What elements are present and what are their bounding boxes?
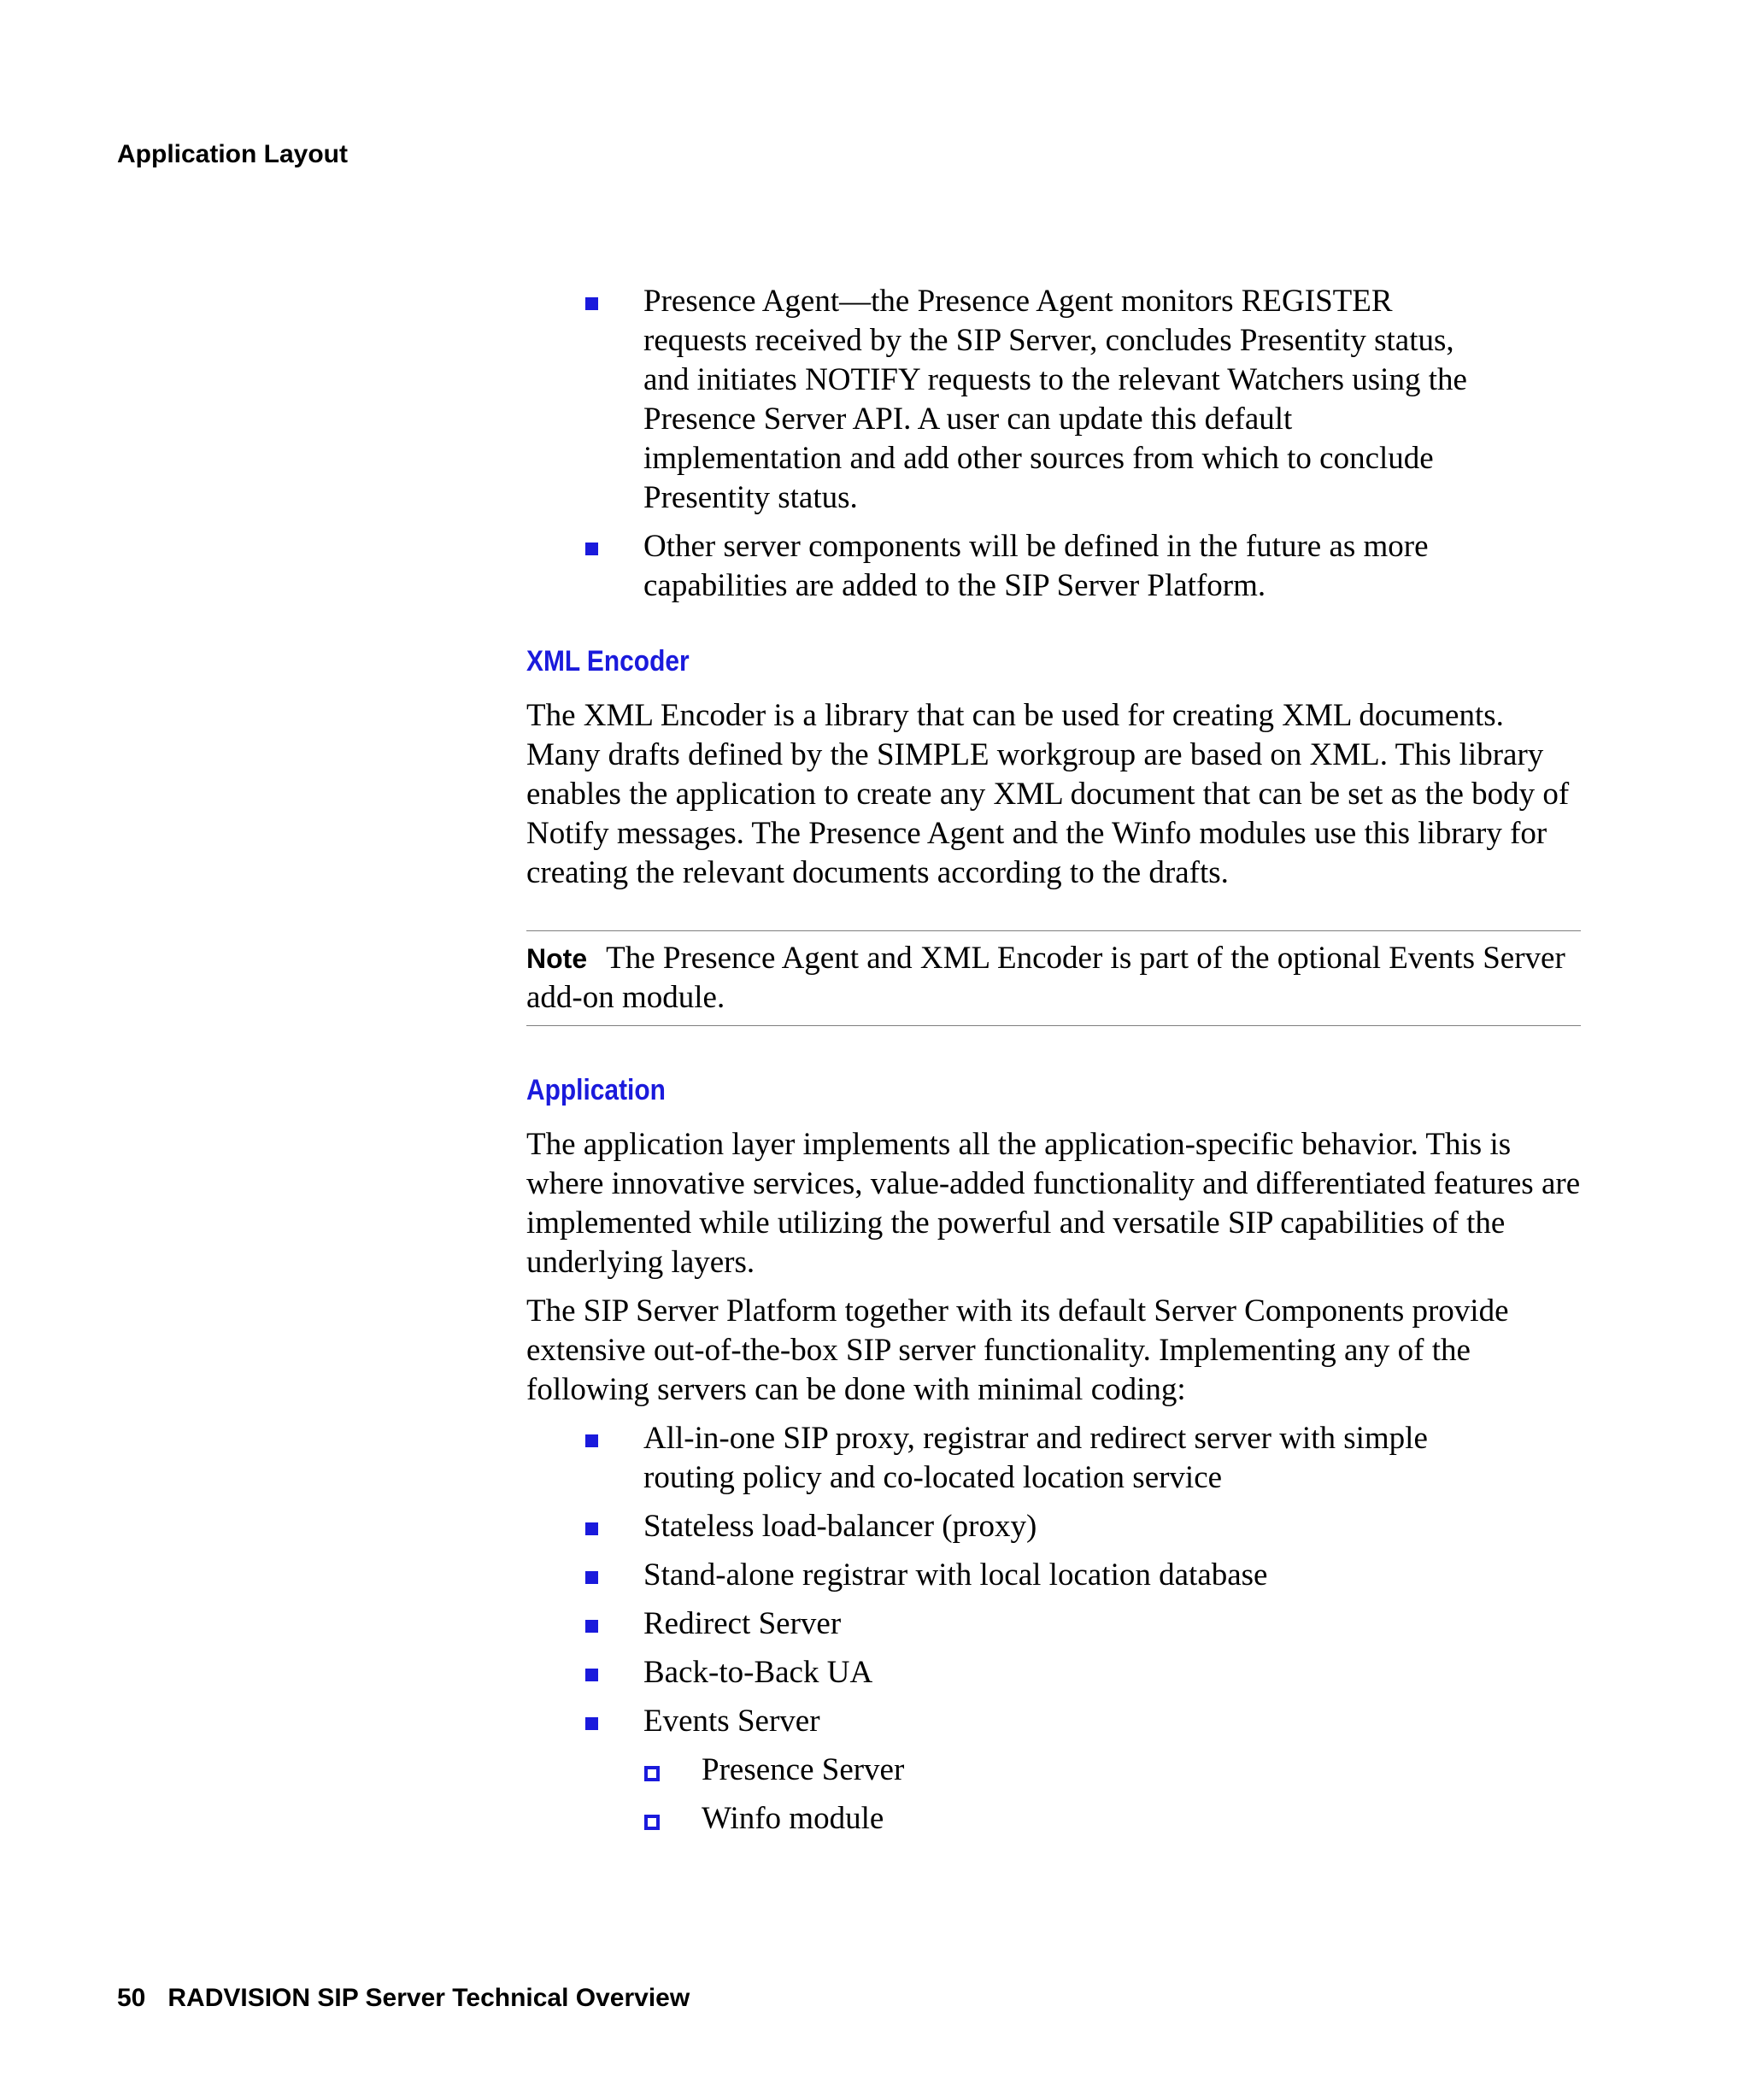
- list-item-text: Stand-alone registrar with local location database: [643, 1557, 1268, 1593]
- list-item-text: Stateless load-balancer (proxy): [643, 1509, 1037, 1544]
- events-server-sublist: [643, 1751, 1498, 1839]
- square-bullet-icon: [585, 1434, 598, 1447]
- note-label: Note: [526, 943, 588, 974]
- list-item: [643, 1653, 1498, 1692]
- application-paragraph: The SIP Server Platform together with its default Server Components provide extensive out-of-the-box SIP server functionality. Implementing any of the following servers can be done with minimal coding:: [526, 1293, 1509, 1407]
- square-bullet-icon: [585, 297, 598, 310]
- list-item: [643, 527, 1498, 606]
- application-heading: Application: [526, 1074, 666, 1106]
- list-item-text: Other server components will be defined in the future as more capabilities are added to the SIP Server Platform.: [643, 529, 1429, 603]
- list-item-text: Events Server: [643, 1704, 820, 1739]
- square-bullet-icon: [585, 1669, 598, 1681]
- list-item: [643, 1702, 1498, 1839]
- square-bullet-icon: [585, 543, 598, 555]
- running-header: Application Layout: [117, 140, 348, 168]
- sub-list-item: [702, 1799, 1498, 1839]
- sub-list-item-text: Presence Server: [702, 1752, 905, 1787]
- sub-list-item-text: Winfo module: [702, 1801, 884, 1836]
- application-paragraph: The application layer implements all the application-specific behavior. This is where innovative services, value-added functionality and differentiated features are implemented while utilizing the powerful and versatile SIP capabilities of the underlying layers.: [526, 1127, 1581, 1280]
- running-footer: [117, 1982, 690, 2015]
- hollow-square-bullet-icon: [644, 1815, 660, 1830]
- list-item: [643, 1419, 1498, 1498]
- component-bullet-list: [526, 282, 1581, 606]
- square-bullet-icon: [585, 1717, 598, 1730]
- list-item: [643, 1556, 1498, 1595]
- list-item-text: All-in-one SIP proxy, registrar and redirect server with simple routing policy and co-located location service: [643, 1421, 1428, 1495]
- sub-list-item: [702, 1751, 1498, 1790]
- note-text: The Presence Agent and XML Encoder is part of the optional Events Server add-on module.: [526, 941, 1565, 1015]
- server-types-list: [526, 1419, 1581, 1839]
- xml-encoder-paragraph: The XML Encoder is a library that can be used for creating XML documents. Many drafts defined by the SIMPLE workgroup are based on XML. This library enables the application to create any XML document that can be set as the body of Notify messages. The Presence Agent and the Winfo modules use this library for creating the relevant documents according to the drafts.: [526, 698, 1570, 890]
- list-item-text: Redirect Server: [643, 1606, 842, 1641]
- list-item: [643, 1604, 1498, 1644]
- square-bullet-icon: [585, 1571, 598, 1584]
- list-item-text: Presence Agent—the Presence Agent monitors REGISTER requests received by the SIP Server, concludes Presentity status, and initiates NOTIFY requests to the relevant Watchers using the Presence Server API. A user can update this default implementation and add other sources from which to conclude Presentity status.: [643, 284, 1467, 515]
- page-number: 50: [117, 1984, 146, 2012]
- list-item: [643, 1507, 1498, 1546]
- page-content: [526, 282, 1581, 1848]
- square-bullet-icon: [585, 1522, 598, 1535]
- list-item-text: Back-to-Back UA: [643, 1655, 873, 1690]
- xml-encoder-heading: XML Encoder: [526, 645, 690, 678]
- note-box: [526, 930, 1581, 1026]
- footer-title: RADVISION SIP Server Technical Overview: [167, 1984, 690, 2012]
- list-item: [643, 282, 1498, 518]
- hollow-square-bullet-icon: [644, 1766, 660, 1781]
- square-bullet-icon: [585, 1620, 598, 1633]
